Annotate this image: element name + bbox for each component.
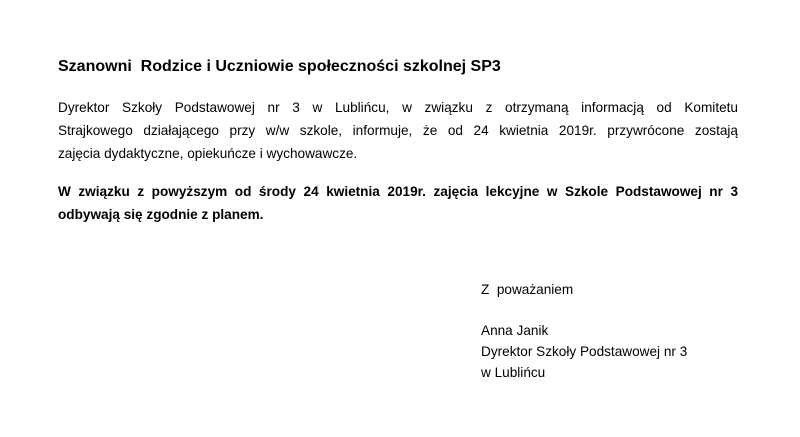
signature-title: Dyrektor Szkoły Podstawowej nr 3 [481, 344, 688, 359]
signature-block [481, 279, 781, 383]
paragraph-1-line-3: zajęcia dydaktyczne, opiekuńcze i wychowawcze. [58, 146, 358, 161]
signature-closing: Z poważaniem [481, 282, 574, 297]
paragraph-1-line-1: Dyrektor Szkoły Podstawowej nr 3 w Lublińcu, w związku z otrzymaną informacją od Komitetu [58, 100, 738, 115]
paragraph-2-line-2: odbywają się zgodnie z planem. [58, 207, 264, 222]
paragraph-2-line-1: W związku z powyższym od środy 24 kwietnia 2019r. zajęcia lekcyjne w Szkole Podstawowej nr 3 [58, 184, 738, 199]
signature-location: w Lublińcu [481, 365, 546, 380]
paragraph-1-line-2: Strajkowego działającego przy w/w szkole, informuje, że od 24 kwietnia 2019r. przywrócone zostają [58, 123, 738, 138]
announcement-paragraph-2 [58, 180, 738, 226]
signature-name: Anna Janik [481, 323, 549, 338]
announcement-paragraph-1 [58, 96, 738, 165]
announcement-heading: Szanowni Rodzice i Uczniowie społeczności szkolnej SP3 [58, 58, 501, 75]
